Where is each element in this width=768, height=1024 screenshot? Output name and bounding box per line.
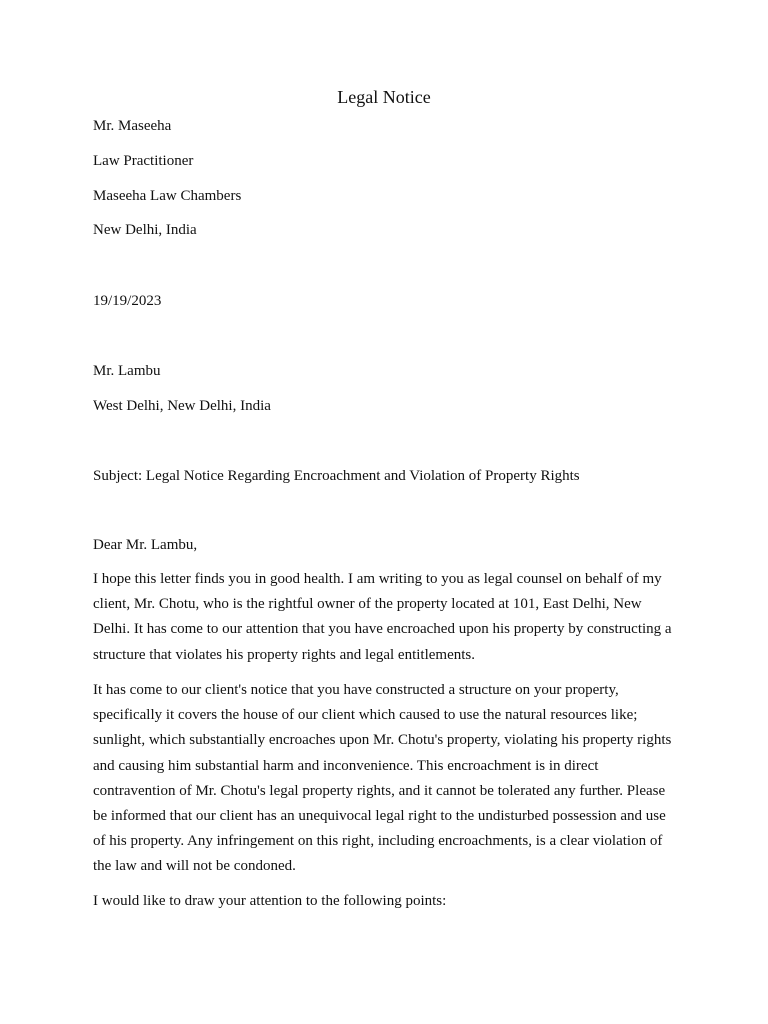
- salutation: Dear Mr. Lambu,: [93, 537, 198, 553]
- document-title: Legal Notice: [337, 87, 431, 107]
- body-paragraph-3: I would like to draw your attention to the following points:: [93, 893, 447, 909]
- recipient-name: Mr. Lambu: [93, 363, 161, 379]
- letter-subject: Subject: Legal Notice Regarding Encroachment and Violation of Property Rights: [93, 468, 580, 484]
- body-paragraph-1: I hope this letter finds you in good health. I am writing to you as legal counsel on behalf of my client, Mr. Chotu, who is the rightful owner of the property located at 101, East Delhi, New Delhi. It has come to our attention that you have encroached upon his property by constructing a structure that violates his property rights and legal entitlements.: [93, 571, 672, 663]
- letter-date: 19/19/2023: [93, 293, 162, 309]
- sender-role: Law Practitioner: [93, 153, 194, 169]
- sender-location: New Delhi, India: [93, 222, 197, 238]
- sender-name: Mr. Maseeha: [93, 118, 172, 134]
- body-paragraph-2: It has come to our client's notice that you have constructed a structure on your property, specifically it covers the house of our client which caused to use the natural resources like; sunlight, which substantially encroaches upon Mr. Chotu's property, violating his property rights and causing him substantial harm and inconvenience. This encroachment is in direct contravention of Mr. Chotu's legal property rights, and it cannot be tolerated any further. Please be informed that our client has an unequivocal legal right to the undisturbed possession and use of his property. Any infringement on this right, including encroachments, is a clear violation of the law and will not be condoned.: [93, 682, 672, 875]
- sender-firm: Maseeha Law Chambers: [93, 188, 242, 204]
- recipient-address: West Delhi, New Delhi, India: [93, 398, 271, 414]
